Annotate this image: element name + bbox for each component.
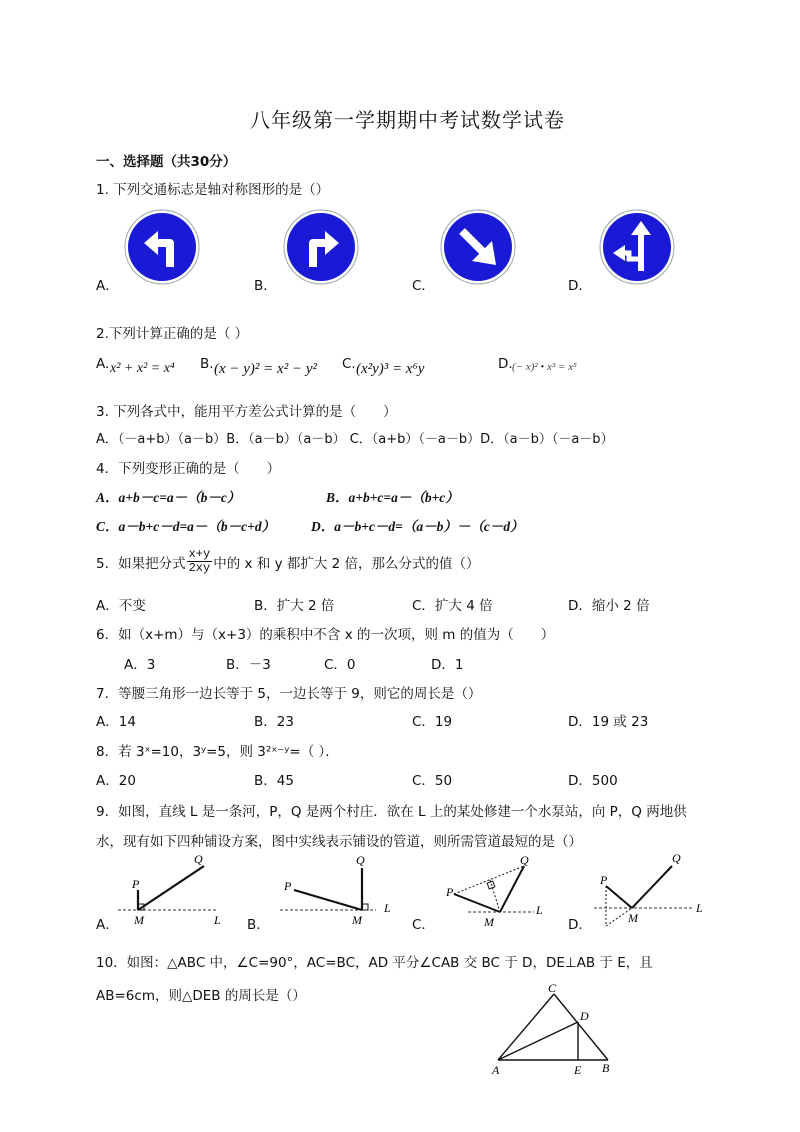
q5-fraction bbox=[187, 548, 213, 575]
q1-option-d-label: D． bbox=[568, 278, 592, 294]
q9b-label-q: Q bbox=[356, 853, 365, 867]
q9-diagram-c bbox=[440, 850, 566, 930]
q5-option-c: C．扩大 4 倍 bbox=[412, 598, 493, 614]
q1-option-b-label: B． bbox=[254, 278, 277, 294]
q1-option-c-label: C． bbox=[412, 278, 435, 294]
question-2-stem: 2.下列计算正确的是（ ） bbox=[96, 326, 249, 342]
question-6-stem: 6．如（x+m）与（x+3）的乘积中不含 x 的一次项，则 m 的值为（ ） bbox=[96, 627, 555, 643]
q2-option-c-expr: (x²y)³ = x⁶y bbox=[356, 361, 425, 377]
q6-option-c: C．0 bbox=[324, 657, 356, 673]
q9-option-a-label: A． bbox=[96, 917, 119, 933]
q7-option-a: A．14 bbox=[96, 714, 136, 730]
q9-option-b-label: B． bbox=[247, 917, 270, 933]
q5-option-b: B．扩大 2 倍 bbox=[254, 598, 335, 614]
q10-label-a: A bbox=[492, 1063, 500, 1077]
q3-options: A．（－a+b）（a－b）B．（a－b）（a－b） C．（a+b）（－a－b）D．（a－b）（－a－b） bbox=[96, 432, 614, 447]
q9d-label-q: Q bbox=[672, 851, 681, 865]
q8-option-d: D．500 bbox=[568, 773, 618, 789]
q2-option-c-label: C. bbox=[342, 356, 356, 372]
q4-option-b: B．a+b+c=a－（b+c） bbox=[326, 490, 459, 505]
q9b-label-l: L bbox=[384, 901, 391, 915]
q9-diagram-d bbox=[590, 850, 716, 930]
q2-option-d-label: D. bbox=[498, 356, 513, 372]
q5-stem-post: 中的 x 和 y 都扩大 2 倍，那么分式的值（） bbox=[213, 555, 480, 572]
question-10-line-2: AB=6cm，则△DEB 的周长是（） bbox=[96, 988, 306, 1004]
q10-label-b: B bbox=[602, 1061, 610, 1075]
q9-diagram-b bbox=[280, 850, 406, 930]
q9b-label-m: M bbox=[352, 913, 362, 927]
q4-option-c: C．a－b+c－d=a－（b－c+d） bbox=[96, 519, 276, 534]
q6-option-d: D．1 bbox=[431, 657, 464, 673]
question-8-stem: 8．若 3ˣ=10，3ʸ=5，则 3²ˣ⁻ʸ=（ ）． bbox=[96, 744, 339, 760]
q9c-label-q: Q bbox=[520, 853, 529, 867]
q10-triangle-diagram bbox=[488, 982, 618, 1078]
q7-option-d: D．19 或 23 bbox=[568, 714, 649, 730]
question-1-stem: 1. 下列交通标志是轴对称图形的是（） bbox=[96, 182, 330, 198]
q5-fraction-denominator: 2xy bbox=[188, 561, 211, 575]
q8-option-b: B．45 bbox=[254, 773, 294, 789]
q9a-label-l: L bbox=[214, 913, 221, 927]
q10-label-e: E bbox=[574, 1063, 582, 1077]
q9-diagram-a bbox=[112, 850, 238, 930]
q9a-label-q: Q bbox=[194, 852, 203, 866]
q8-option-a: A．20 bbox=[96, 773, 136, 789]
q6-option-b: B．－3 bbox=[226, 657, 271, 673]
q5-stem-pre: 5．如果把分式 bbox=[96, 555, 186, 572]
q7-option-c: C．19 bbox=[412, 714, 453, 730]
q9c-label-p: P bbox=[446, 885, 454, 899]
question-5-stem bbox=[96, 548, 480, 575]
q9a-label-p: P bbox=[132, 877, 140, 891]
q9c-label-m: M bbox=[484, 915, 494, 929]
q2-option-a-label: A. bbox=[96, 356, 110, 372]
q9d-label-l: L bbox=[696, 901, 703, 915]
q9-option-c-label: C． bbox=[412, 917, 435, 933]
q9d-label-m: M bbox=[628, 911, 638, 925]
q9c-label-l: L bbox=[536, 903, 543, 917]
diagonal-arrow-sign-icon bbox=[440, 209, 516, 285]
question-3-stem: 3. 下列各式中，能用平方差公式计算的是（ ） bbox=[96, 404, 397, 420]
question-10-line-1: 10．如图：△ABC 中，∠C=90°，AC=BC，AD 平分∠CAB 交 BC 于 D，DE⊥AB 于 E，且 bbox=[96, 955, 653, 971]
q5-fraction-numerator: x+y bbox=[188, 547, 211, 561]
q9b-label-p: P bbox=[284, 879, 292, 893]
turn-left-sign-icon bbox=[124, 209, 200, 285]
q5-option-a: A．不变 bbox=[96, 598, 146, 614]
q9-option-d-label: D． bbox=[568, 917, 592, 933]
q5-option-d: D．缩小 2 倍 bbox=[568, 598, 650, 614]
q4-option-d: D．a－b+c－d=（a－b）－（c－d） bbox=[311, 519, 524, 534]
q6-option-a: A．3 bbox=[124, 657, 156, 673]
q8-option-c: C．50 bbox=[412, 773, 453, 789]
question-9-line-1: 9．如图，直线 L 是一条河，P，Q 是两个村庄．欲在 L 上的某处修建一个水泵站，向 P，Q 两地供 bbox=[96, 804, 687, 820]
section-heading: 一、选择题（共30分） bbox=[96, 154, 237, 170]
q10-label-d: D bbox=[580, 1009, 589, 1023]
page-title: 八年级第一学期期中考试数学试卷 bbox=[250, 108, 565, 132]
q2-option-d-expr: (− x)² • x³ = x⁵ bbox=[512, 361, 577, 373]
q2-option-b-expr: (x − y)² = x² − y² bbox=[214, 361, 317, 377]
straight-or-left-sign-icon bbox=[599, 209, 675, 285]
q9d-label-p: P bbox=[600, 873, 608, 887]
q2-option-a-expr: x² + x² = x⁴ bbox=[110, 361, 175, 376]
q2-option-b-label: B. bbox=[200, 356, 214, 372]
q10-label-c: C bbox=[548, 982, 557, 995]
question-9-line-2: 水，现有如下四种铺设方案，图中实线表示铺设的管道，则所需管道最短的是（） bbox=[96, 834, 582, 850]
q1-option-a-label: A． bbox=[96, 278, 119, 294]
q9a-label-m: M bbox=[134, 913, 144, 927]
q4-option-a: A．a+b－c=a－（b－c） bbox=[96, 490, 241, 505]
question-7-stem: 7．等腰三角形一边长等于 5，一边长等于 9，则它的周长是（） bbox=[96, 686, 482, 702]
question-4-stem: 4．下列变形正确的是（ ） bbox=[96, 461, 281, 477]
q7-option-b: B．23 bbox=[254, 714, 294, 730]
turn-right-sign-icon bbox=[283, 209, 359, 285]
